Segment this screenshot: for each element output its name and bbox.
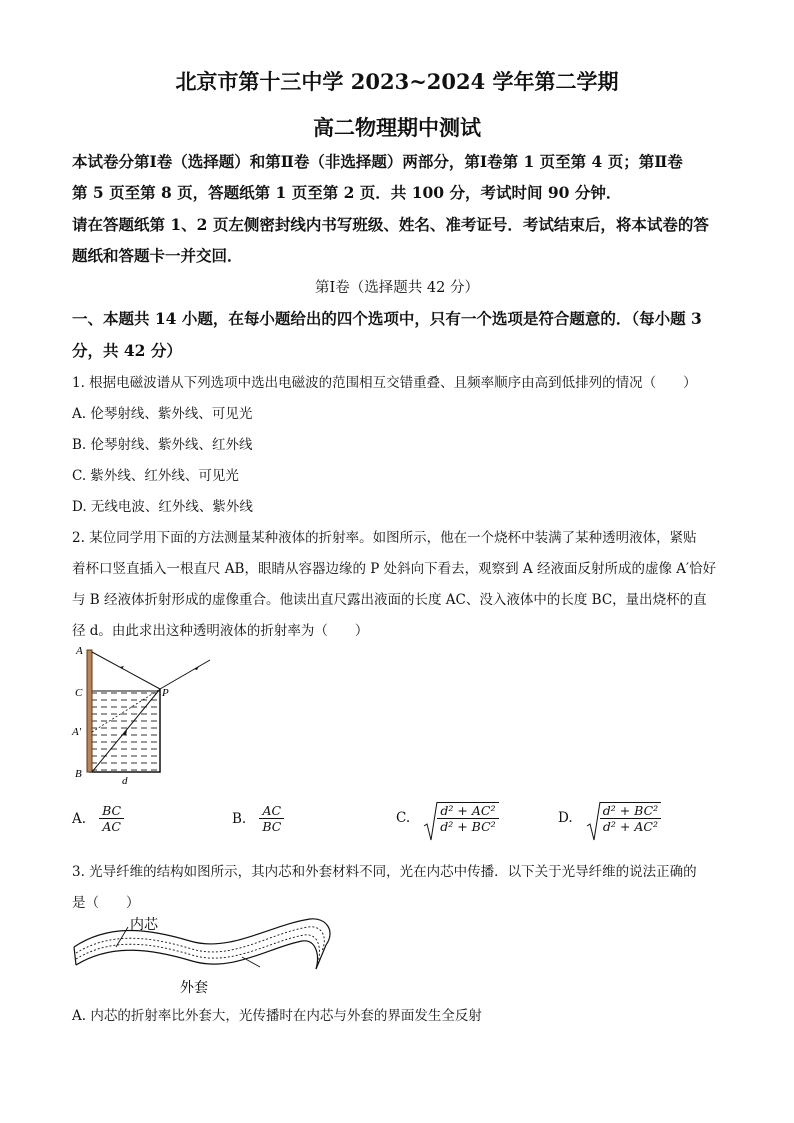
fiber-core-top bbox=[76, 927, 324, 953]
label-a: A bbox=[76, 645, 83, 657]
sqrt-sign bbox=[423, 800, 498, 834]
instructions-line-3: 请在答题纸第 1、2 页左侧密封线内书写班级、姓名、准考证号．考试结束后，将本试卷的答 bbox=[72, 215, 709, 234]
q2-option-a bbox=[72, 803, 124, 834]
q2-stem-line-4: 径 d。由此求出这种透明液体的折射率为（ ） bbox=[72, 623, 369, 639]
q2-stem-line-2: 着杯口竖直插入一根直尺 AB，眼睛从容器边缘的 P 处斜向下看去，观察到 A 经液面反射所成的虚像 A′恰好 bbox=[72, 561, 717, 577]
fraction-numerator: d² + BC² bbox=[600, 803, 661, 819]
label-b: B bbox=[75, 768, 82, 780]
instructions-line-1: 本试卷分第Ⅰ卷（选择题）和第Ⅱ卷（非选择题）两部分，第Ⅰ卷第 1 页至第 4 页；第Ⅱ卷 bbox=[72, 152, 683, 171]
q2-option-a-fraction bbox=[99, 803, 124, 834]
fiber-end-left bbox=[74, 947, 76, 965]
q3-optical-fiber-figure bbox=[70, 905, 340, 1000]
q3-option-a: A. 内芯的折射率比外套大，光传播时在内芯与外套的界面发生全反射 bbox=[72, 1008, 482, 1024]
fraction-numerator: AC bbox=[259, 803, 284, 819]
q1-option-c: C. 紫外线、红外线、可见光 bbox=[72, 468, 239, 484]
q2-beaker-figure bbox=[70, 640, 220, 785]
fraction-denominator: AC bbox=[102, 819, 121, 834]
q2-option-d-fraction bbox=[600, 803, 661, 834]
label-p: P bbox=[162, 687, 169, 699]
q2-option-a-label: A. bbox=[72, 811, 87, 827]
ruler bbox=[87, 650, 92, 772]
exam-subtitle: 高二物理期中测试 bbox=[313, 115, 481, 140]
incident-ray bbox=[92, 652, 160, 689]
q3-stem-line-1: 3. 光导纤维的结构如图所示，其内芯和外套材料不同，光在内芯中传播．以下关于光导纤维的说法正确的 bbox=[72, 864, 697, 880]
q2-option-d-label: D. bbox=[558, 809, 573, 826]
fraction-denominator: d² + AC² bbox=[602, 819, 658, 834]
q2-option-c-label: C. bbox=[396, 809, 411, 826]
q1-option-b: B. 伦琴射线、紫外线、红外线 bbox=[72, 437, 253, 453]
label-c: C bbox=[75, 687, 83, 699]
q2-option-c bbox=[396, 800, 499, 834]
fiber-outer-top bbox=[74, 919, 330, 947]
cladding-leader-line bbox=[242, 957, 260, 967]
fraction-denominator: d² + BC² bbox=[440, 819, 496, 834]
q2-stem-line-3: 与 B 经液体折射形成的虚像重合。他读出直尺露出液面的长度 AC、没入液体中的长度 BC，量出烧杯的直 bbox=[72, 592, 707, 608]
label-core: 内芯 bbox=[130, 917, 158, 933]
instructions-line-4: 题纸和答题卡一并交回． bbox=[72, 246, 243, 265]
q3-stem-line-2: 是（ ） bbox=[72, 895, 140, 911]
label-cladding: 外套 bbox=[180, 980, 208, 996]
instructions-line-2: 第 5 页至第 8 页，答题纸第 1 页至第 2 页．共 100 分，考试时间 90 分钟． bbox=[72, 183, 622, 202]
q2-option-b bbox=[232, 803, 284, 834]
q2-option-c-fraction bbox=[437, 803, 498, 834]
section-heading: 第Ⅰ卷（选择题共 42 分） bbox=[315, 280, 479, 296]
q1-option-a: A. 伦琴射线、紫外线、可见光 bbox=[72, 406, 253, 422]
sqrt-sign bbox=[586, 800, 661, 834]
reflected-ray bbox=[160, 660, 210, 689]
part-instructions-line-1: 一、本题共 14 小题，在每小题给出的四个选项中，只有一个选项是符合题意的．（每小题 3 bbox=[72, 309, 702, 328]
fiber-core-bottom bbox=[76, 935, 319, 963]
label-a-prime: A′ bbox=[72, 726, 82, 738]
fiber-outer-bottom bbox=[76, 941, 317, 969]
q2-option-b-label: B. bbox=[232, 811, 247, 827]
fraction-numerator: BC bbox=[99, 803, 124, 819]
fraction-numerator: d² + AC² bbox=[437, 803, 498, 819]
q1-option-d: D. 无线电波、红外线、紫外线 bbox=[72, 499, 253, 515]
q1-stem: 1. 根据电磁波谱从下列选项中选出电磁波的范围相互交错重叠、且频率顺序由高到低排列的情况（ ） bbox=[72, 375, 697, 391]
radical-icon bbox=[586, 800, 602, 842]
exam-title: 北京市第十三中学 2023~2024 学年第二学期 bbox=[175, 69, 619, 94]
fraction-denominator: BC bbox=[262, 819, 282, 834]
part-instructions-line-2: 分，共 42 分） bbox=[72, 341, 182, 360]
label-d: d bbox=[122, 775, 128, 785]
q2-option-b-fraction bbox=[259, 803, 284, 834]
q2-option-d bbox=[558, 800, 661, 834]
q2-stem-line-1: 2. 某位同学用下面的方法测量某种液体的折射率。如图所示，他在一个烧杯中装满了某种透明液体，紧贴 bbox=[72, 530, 697, 546]
radical-icon bbox=[423, 800, 439, 842]
